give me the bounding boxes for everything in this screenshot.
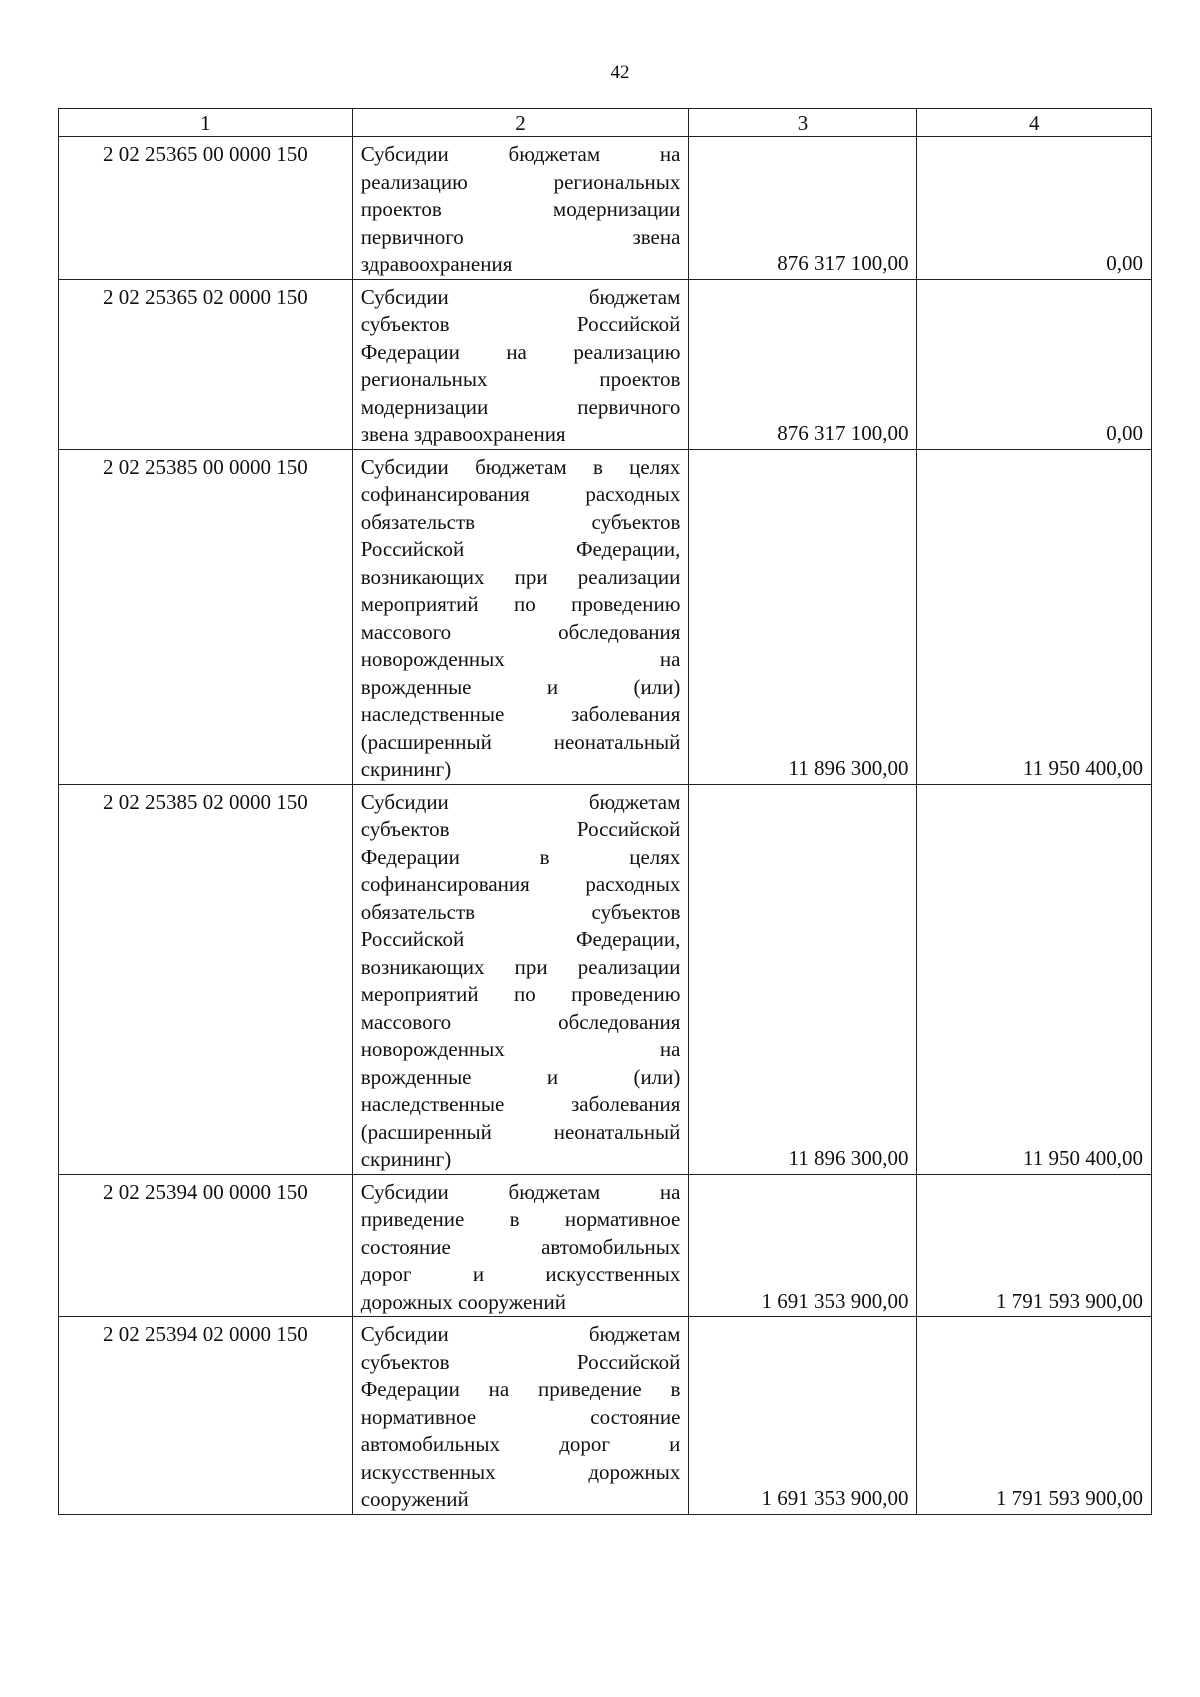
amount-column-3-cell: 876 317 100,00 <box>689 137 917 280</box>
revenue-name-word: новорожденных <box>360 1037 505 1061</box>
revenue-name-word: на <box>488 1377 510 1401</box>
amount-column-3-cell: 11 896 300,00 <box>689 449 917 784</box>
revenue-name-word: искусственных <box>360 1459 496 1484</box>
revenue-name-word: (или) <box>633 674 681 699</box>
revenue-name-word: и <box>546 1064 559 1089</box>
revenue-name-word: наследственные <box>360 702 505 726</box>
table-row <box>59 1174 1152 1317</box>
budget-code-cell: 2 02 25394 00 0000 150 <box>59 1174 353 1317</box>
revenue-name-line <box>361 981 681 1009</box>
revenue-name-line <box>361 1179 681 1207</box>
revenue-name-word: дорог <box>559 1432 610 1456</box>
revenue-name-line <box>361 1349 681 1377</box>
column-header-1: 1 <box>59 109 353 137</box>
revenue-name-line <box>361 729 681 757</box>
revenue-name-word: при <box>514 954 548 979</box>
revenue-name-word: и <box>472 1262 485 1286</box>
revenue-name-word: Российской <box>360 927 465 951</box>
revenue-name-cell <box>352 784 689 1174</box>
budget-table <box>58 108 1152 1515</box>
amount-column-3-cell: 1 691 353 900,00 <box>689 1317 917 1515</box>
revenue-name-line: скрининг) <box>360 1147 452 1171</box>
revenue-name-line <box>361 1261 681 1289</box>
revenue-name-word: состояние <box>360 1234 451 1259</box>
revenue-name-word: и <box>669 1432 681 1456</box>
revenue-name-word: Федерации, <box>575 927 681 951</box>
revenue-name-line <box>361 1119 681 1147</box>
revenue-name-word: звена <box>632 224 681 249</box>
revenue-name-line: скрининг) <box>360 757 452 781</box>
revenue-name-word: в <box>592 454 603 479</box>
revenue-name-word: бюджетам <box>588 1322 681 1346</box>
revenue-name-line <box>361 954 681 982</box>
revenue-name-line <box>361 701 681 729</box>
revenue-name-word: проектов <box>599 367 681 391</box>
revenue-name-word: наследственные <box>360 1092 505 1116</box>
revenue-name-word: бюджетам <box>588 789 681 814</box>
revenue-name-word: Федерации <box>360 1377 460 1401</box>
revenue-name-word: обязательств <box>360 899 476 924</box>
revenue-name-word: Российской <box>576 1349 681 1374</box>
revenue-name-word: (расширенный <box>360 729 492 754</box>
revenue-name-word: субъектов <box>360 817 450 841</box>
amount-column-4-cell: 0,00 <box>917 279 1152 449</box>
revenue-name-word: врожденные <box>360 674 472 699</box>
revenue-name-cell <box>352 137 689 280</box>
revenue-name-line <box>361 394 681 422</box>
revenue-name-word: по <box>514 592 536 616</box>
budget-code-cell: 2 02 25394 02 0000 150 <box>59 1317 353 1515</box>
revenue-name-word: нормативное <box>564 1207 681 1231</box>
revenue-name-word: возникающих <box>360 564 485 589</box>
amount-column-4-cell: 1 791 593 900,00 <box>917 1317 1152 1515</box>
revenue-name-line <box>361 1404 681 1432</box>
revenue-name-line <box>361 1009 681 1037</box>
revenue-name-word: автомобильных <box>541 1234 681 1259</box>
revenue-name-word: в <box>509 1207 520 1231</box>
revenue-name-word: состояние <box>590 1404 681 1429</box>
revenue-name-word: бюджетам <box>508 142 601 166</box>
revenue-name-word: в <box>670 1377 681 1401</box>
revenue-name-word: на <box>659 142 681 166</box>
amount-column-3-cell: 876 317 100,00 <box>689 279 917 449</box>
revenue-name-line <box>361 1321 681 1349</box>
revenue-name-word: бюджетам <box>588 284 681 309</box>
revenue-name-word: неонатальный <box>553 1119 681 1144</box>
table-row <box>59 449 1152 784</box>
revenue-name-word: субъектов <box>591 509 681 534</box>
budget-code-cell: 2 02 25365 00 0000 150 <box>59 137 353 280</box>
revenue-name-line <box>361 311 681 339</box>
table-header-row <box>59 109 1152 137</box>
revenue-name-word: расходных <box>585 872 681 896</box>
revenue-name-line <box>361 196 681 224</box>
amount-column-4-cell: 1 791 593 900,00 <box>917 1174 1152 1317</box>
revenue-name-word: при <box>514 564 548 589</box>
revenue-name-line <box>361 481 681 509</box>
revenue-name-word: Субсидии <box>360 789 449 814</box>
revenue-name-word: региональных <box>553 169 681 194</box>
revenue-name-word: обследования <box>558 619 681 644</box>
revenue-name-word: неонатальный <box>553 729 681 754</box>
revenue-name-word: в <box>539 844 550 869</box>
revenue-name-word: Субсидии <box>360 1179 449 1204</box>
revenue-name-line: здравоохранения <box>360 252 513 276</box>
revenue-name-word: целях <box>629 454 681 479</box>
revenue-name-word: мероприятий <box>360 982 479 1006</box>
revenue-name-word: первичного <box>577 394 681 419</box>
revenue-name-word: Федерации <box>360 339 460 364</box>
revenue-name-line <box>361 509 681 537</box>
revenue-name-word: региональных <box>360 367 488 391</box>
revenue-name-word: Федерации, <box>575 537 681 561</box>
revenue-name-word: новорожденных <box>360 647 505 671</box>
revenue-name-word: проведению <box>571 592 681 616</box>
revenue-name-word: Субсидии <box>360 1322 449 1346</box>
amount-column-4-cell: 0,00 <box>917 137 1152 280</box>
revenue-name-line <box>361 564 681 592</box>
revenue-name-word: субъектов <box>360 1349 450 1374</box>
revenue-name-line <box>361 1091 681 1119</box>
revenue-name-word: проведению <box>571 982 681 1006</box>
revenue-name-word: расходных <box>585 482 681 506</box>
revenue-name-word: проектов <box>360 197 442 221</box>
revenue-name-line: дорожных сооружений <box>360 1289 566 1314</box>
revenue-name-word: заболевания <box>570 1092 681 1116</box>
budget-code-cell: 2 02 25365 02 0000 150 <box>59 279 353 449</box>
revenue-name-word: на <box>659 1037 681 1061</box>
revenue-name-line <box>361 844 681 872</box>
revenue-name-word: заболевания <box>570 702 681 726</box>
table-body <box>59 109 1152 1515</box>
revenue-name-line <box>361 1459 681 1487</box>
revenue-name-word: бюджетам <box>475 454 567 479</box>
revenue-name-word: бюджетам <box>508 1179 601 1204</box>
revenue-name-line <box>361 1036 681 1064</box>
revenue-name-word: врожденные <box>360 1064 472 1089</box>
revenue-name-line <box>361 899 681 927</box>
revenue-name-word: искусственных <box>545 1262 681 1286</box>
revenue-name-line <box>361 339 681 367</box>
amount-column-4-cell: 11 950 400,00 <box>917 784 1152 1174</box>
revenue-name-line <box>361 224 681 252</box>
revenue-name-cell <box>352 1174 689 1317</box>
revenue-name-line <box>361 789 681 817</box>
revenue-name-line <box>361 674 681 702</box>
budget-code-cell: 2 02 25385 02 0000 150 <box>59 784 353 1174</box>
revenue-name-word: обязательств <box>360 509 476 534</box>
revenue-name-line <box>361 1376 681 1404</box>
revenue-name-word: (или) <box>633 1064 681 1089</box>
revenue-name-cell <box>352 279 689 449</box>
revenue-name-line <box>361 169 681 197</box>
revenue-name-word: мероприятий <box>360 592 479 616</box>
revenue-name-word: автомобильных <box>360 1432 501 1456</box>
budget-code-cell: 2 02 25385 00 0000 150 <box>59 449 353 784</box>
revenue-name-word: целях <box>629 844 681 869</box>
revenue-name-word: массового <box>360 1009 452 1034</box>
revenue-name-line <box>361 591 681 619</box>
revenue-name-word: Российской <box>360 537 465 561</box>
revenue-name-word: Субсидии <box>360 454 449 479</box>
revenue-name-word: по <box>514 982 536 1006</box>
amount-column-4-cell: 11 950 400,00 <box>917 449 1152 784</box>
revenue-name-line <box>361 1431 681 1459</box>
revenue-name-word: первичного <box>360 224 464 249</box>
revenue-name-line <box>361 366 681 394</box>
column-header-4: 4 <box>917 109 1152 137</box>
table-row <box>59 784 1152 1174</box>
revenue-name-line <box>361 871 681 899</box>
revenue-name-line <box>361 646 681 674</box>
revenue-name-word: и <box>546 674 559 699</box>
revenue-name-line <box>361 619 681 647</box>
revenue-name-word: Федерации <box>360 844 460 869</box>
revenue-name-word: обследования <box>558 1009 681 1034</box>
revenue-name-word: Субсидии <box>360 284 449 309</box>
revenue-name-word: субъектов <box>360 312 450 336</box>
revenue-name-word: на <box>659 1179 681 1204</box>
revenue-name-cell <box>352 1317 689 1515</box>
revenue-name-word: реализации <box>577 564 681 589</box>
revenue-name-word: софинансирования <box>360 872 530 896</box>
revenue-name-line <box>361 926 681 954</box>
revenue-name-line: звена здравоохранения <box>360 422 566 446</box>
revenue-name-word: реализации <box>577 954 681 979</box>
table-row <box>59 279 1152 449</box>
revenue-name-word: Субсидии <box>360 142 449 166</box>
revenue-name-cell <box>352 449 689 784</box>
revenue-name-word: приведение <box>360 1207 465 1231</box>
revenue-name-line: сооружений <box>360 1487 469 1511</box>
revenue-name-word: приведение <box>538 1377 642 1401</box>
revenue-name-word: реализацию <box>360 169 468 194</box>
revenue-name-word: модернизации <box>552 197 681 221</box>
amount-column-3-cell: 1 691 353 900,00 <box>689 1174 917 1317</box>
revenue-name-line <box>361 816 681 844</box>
revenue-name-line <box>361 284 681 312</box>
revenue-name-word: дорожных <box>588 1459 681 1484</box>
revenue-name-word: субъектов <box>591 899 681 924</box>
table-row <box>59 1317 1152 1515</box>
revenue-name-line <box>361 1206 681 1234</box>
revenue-name-line <box>361 1064 681 1092</box>
revenue-name-word: Российской <box>576 817 681 841</box>
column-header-2: 2 <box>352 109 689 137</box>
revenue-name-word: софинансирования <box>360 482 530 506</box>
revenue-name-line <box>361 1234 681 1262</box>
revenue-name-word: на <box>506 339 527 364</box>
amount-column-3-cell: 11 896 300,00 <box>689 784 917 1174</box>
revenue-name-word: нормативное <box>360 1404 477 1429</box>
revenue-name-line <box>361 454 681 482</box>
column-header-3: 3 <box>689 109 917 137</box>
revenue-name-word: модернизации <box>360 394 489 419</box>
revenue-name-line <box>361 141 681 169</box>
revenue-name-word: (расширенный <box>360 1119 492 1144</box>
revenue-name-word: на <box>659 647 681 671</box>
page-number: 42 <box>610 62 630 83</box>
revenue-name-word: реализацию <box>573 339 681 364</box>
revenue-name-word: возникающих <box>360 954 485 979</box>
revenue-name-line <box>361 536 681 564</box>
table-row <box>59 137 1152 280</box>
revenue-name-word: массового <box>360 619 452 644</box>
revenue-name-word: дорог <box>360 1262 412 1286</box>
revenue-name-word: Российской <box>576 312 681 336</box>
